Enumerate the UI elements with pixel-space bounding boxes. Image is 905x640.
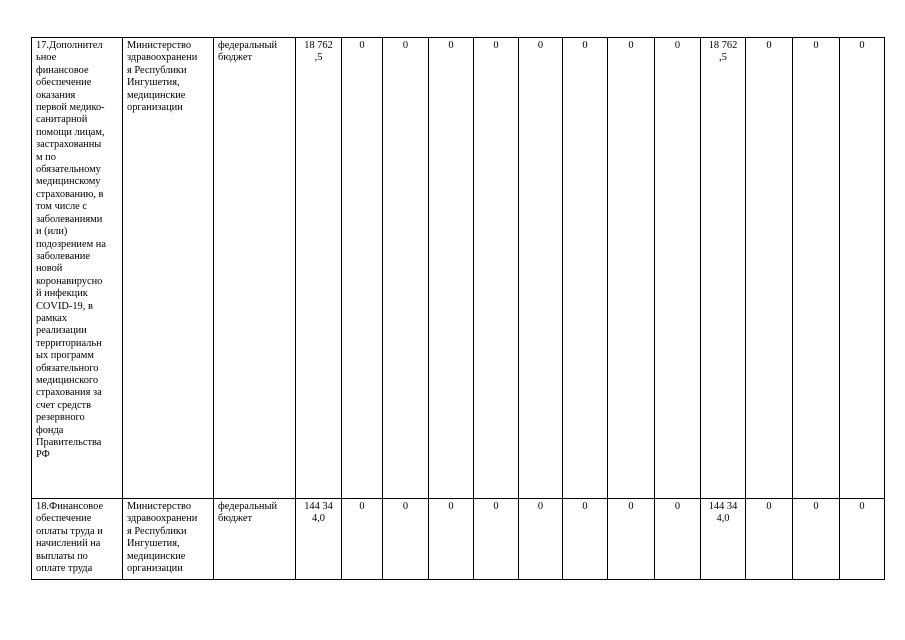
value-cell: 0 [746,499,793,580]
value-cell: 18 762 ,5 [296,38,342,499]
value-cell: 0 [474,499,519,580]
measure-name-cell: 18.Финансовое обеспечение оплаты труда и начислений на выплаты по оплате труда [32,499,123,580]
executor-cell: Министерство здравоохранени я Республики Ингушетия, медицинские организации [123,499,214,580]
table-row [32,499,885,580]
value-cell: 0 [563,499,608,580]
table-row [32,38,885,499]
budget-table [31,37,885,580]
value-cell: 0 [840,38,885,499]
measure-name-cell: 17.Дополнител ьное финансовое обеспечение оказания первой медико- санитарной помощи лицам, застрахованны м по обязательному медицинскому страхованию, в том числе с заболеваниями и (или) подозрением на заболевание новой коронавирусно й инфекцик COVID-19, в рамках реализации территориальн ых программ обязательного медицинского страхования за счет средств резервного фонда Правительства РФ [32,38,123,499]
value-cell: 0 [519,38,563,499]
value-cell: 0 [746,38,793,499]
value-cell: 0 [342,38,383,499]
value-cell: 0 [563,38,608,499]
value-cell: 144 34 4,0 [701,499,746,580]
value-cell: 144 34 4,0 [296,499,342,580]
value-cell: 0 [429,38,474,499]
value-cell: 0 [608,499,655,580]
value-cell: 0 [429,499,474,580]
value-cell: 0 [474,38,519,499]
value-cell: 0 [840,499,885,580]
value-cell: 0 [655,38,701,499]
value-cell: 0 [655,499,701,580]
value-cell: 0 [383,499,429,580]
value-cell: 18 762 ,5 [701,38,746,499]
executor-cell: Министерство здравоохранени я Республики Ингушетия, медицинские организации [123,38,214,499]
value-cell: 0 [519,499,563,580]
value-cell: 0 [342,499,383,580]
funding-source-cell: федеральный бюджет [214,499,296,580]
value-cell: 0 [793,499,840,580]
value-cell: 0 [608,38,655,499]
funding-source-cell: федеральный бюджет [214,38,296,499]
value-cell: 0 [383,38,429,499]
value-cell: 0 [793,38,840,499]
